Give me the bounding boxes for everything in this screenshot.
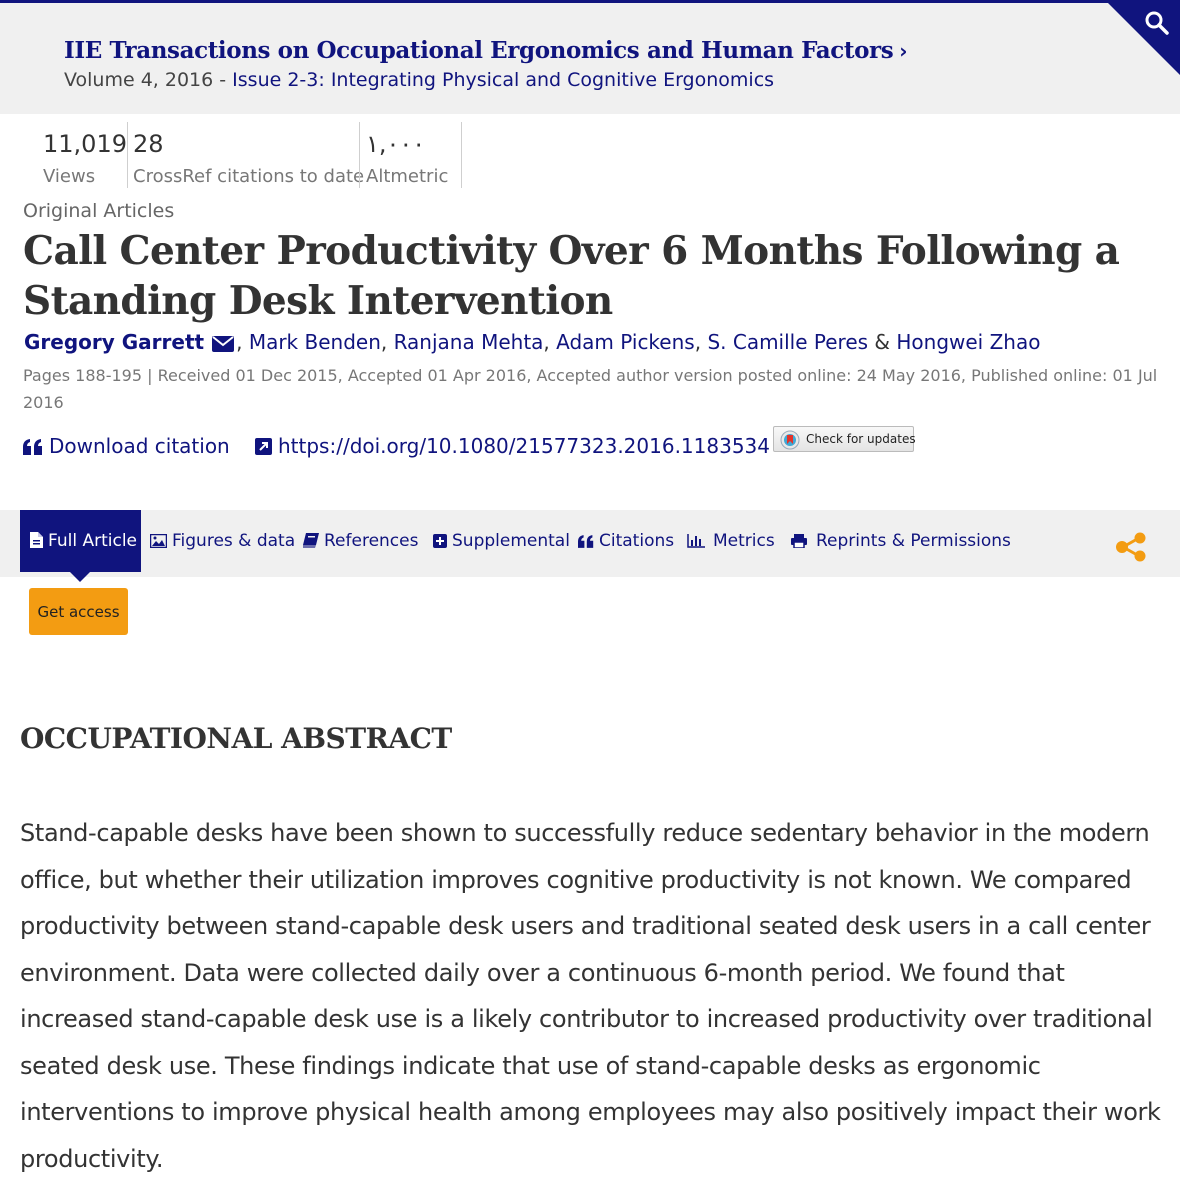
tab-label[interactable]: Reprints & Permissions: [816, 531, 1011, 551]
quote-icon: [578, 535, 594, 548]
views-stat: [24, 122, 128, 188]
chevron-right-icon[interactable]: ›: [899, 39, 908, 63]
search-icon[interactable]: [1144, 10, 1170, 36]
tab-label[interactable]: Supplemental: [452, 531, 570, 551]
author-link[interactable]: Hongwei Zhao: [896, 330, 1041, 354]
publication-dates: Pages 188-195 | Received 01 Dec 2015, Accepted 01 Apr 2016, Accepted author version posted online: 24 May 2016, Published online: 01 Jul 2016: [23, 366, 1158, 412]
download-citation-link[interactable]: [23, 434, 230, 458]
plus-square-icon: [433, 534, 447, 548]
volume-line: [64, 69, 774, 91]
quote-icon: [23, 439, 43, 455]
tab-label[interactable]: Metrics: [713, 531, 775, 551]
article-title: Call Center Productivity Over 6 Months Following a Standing Desk Intervention: [23, 228, 1120, 324]
document-icon: [30, 532, 43, 548]
author-separator: ,: [543, 330, 550, 354]
author-separator: ,: [380, 330, 388, 354]
author-link[interactable]: Adam Pickens: [556, 330, 695, 354]
tab-label[interactable]: Full Article: [48, 531, 138, 551]
image-icon: [150, 534, 167, 548]
doi-link[interactable]: [255, 434, 770, 458]
author-link[interactable]: Ranjana Mehta: [393, 330, 544, 354]
tab-full-article[interactable]: [20, 510, 141, 572]
author-list: [24, 330, 1040, 354]
altmetric-stat[interactable]: [359, 122, 462, 188]
book-icon: [303, 533, 319, 548]
abstract-heading: OCCUPATIONAL ABSTRACT: [20, 722, 452, 755]
external-link-icon: [255, 438, 272, 455]
article-tabs: [0, 510, 1180, 577]
author-and: &: [874, 330, 891, 354]
share-icon[interactable]: [1115, 532, 1147, 562]
tab-label[interactable]: Citations: [599, 531, 675, 551]
volume-text: Volume 4, 2016 -: [64, 69, 233, 91]
get-access-button[interactable]: Get access: [29, 588, 128, 635]
author-link[interactable]: Gregory Garrett: [24, 330, 205, 354]
check-for-updates-label[interactable]: Check for updates: [806, 432, 916, 446]
altmetric-score: ١,٠٠٠: [366, 130, 426, 158]
crossmark-icon: [780, 430, 800, 450]
abstract-body: Stand-capable desks have been shown to successfully reduce sedentary behavior in the modern office, but whether their utilization improves cognitive productivity is not known. We compared productivity between stand-capable desk users and traditional seated desk users in a call center environment. Data were collected daily over a continuous 6-month period. We found that increased stand-capable desk use is a likely contributor to increased productivity over traditional seated desk use. These findings indicate that use of stand-capable desks as ergonomic interventions to improve physical health among employees may also positively impact their work productivity.: [20, 819, 1161, 1173]
crossref-count: 28: [133, 130, 164, 158]
issue-link[interactable]: Issue 2-3: Integrating Physical and Cognitive Ergonomics: [232, 69, 775, 91]
tab-label[interactable]: References: [324, 531, 419, 551]
journal-title-link[interactable]: [64, 37, 907, 64]
crossref-label: CrossRef citations to date: [133, 166, 365, 187]
author-link[interactable]: Mark Benden: [248, 330, 381, 354]
doi-url[interactable]: https://doi.org/10.1080/21577323.2016.1183534: [278, 434, 771, 458]
tab-label[interactable]: Figures & data: [172, 531, 296, 551]
active-tab-pointer: [70, 572, 90, 582]
views-label: Views: [43, 166, 96, 187]
author-link[interactable]: S. Camille Peres: [707, 330, 869, 354]
envelope-icon[interactable]: [212, 336, 234, 352]
download-citation-label[interactable]: Download citation: [49, 434, 230, 458]
author-separator: ,: [236, 330, 243, 354]
author-separator: ,: [694, 330, 702, 354]
article-type: Original Articles: [23, 200, 175, 222]
journal-title-text[interactable]: IIE Transactions on Occupational Ergonomics and Human Factors: [64, 37, 894, 64]
journal-header: [0, 3, 1180, 114]
print-icon: [791, 534, 807, 548]
crossref-stat[interactable]: [127, 122, 365, 188]
check-for-updates-button[interactable]: [773, 426, 914, 452]
altmetric-label: Altmetric: [366, 166, 449, 187]
views-count: 11,019: [43, 130, 127, 158]
bar-chart-icon: [687, 534, 705, 548]
